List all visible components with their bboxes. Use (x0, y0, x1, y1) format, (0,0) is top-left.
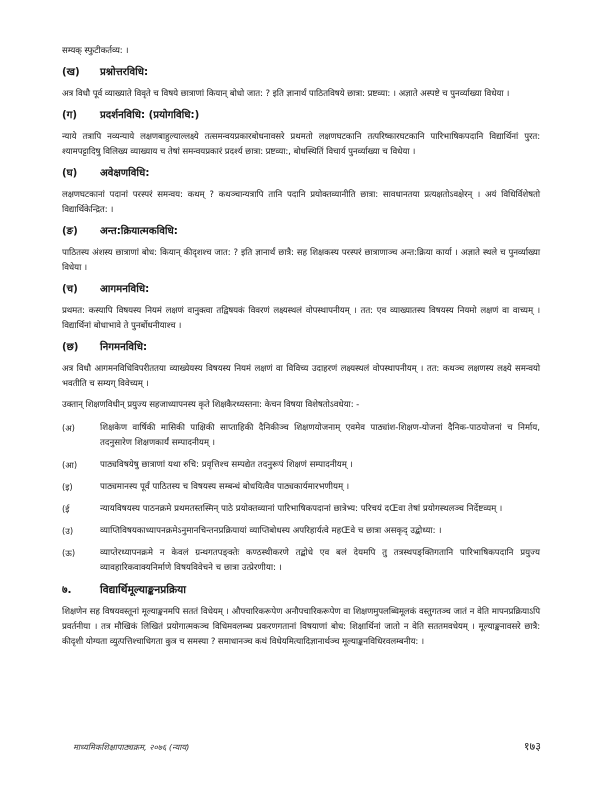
section-heading-avekshana (62, 166, 540, 181)
list-marker: (अ) (62, 423, 75, 433)
section-marker: (च) (62, 284, 78, 295)
list-marker: (आ) (62, 460, 78, 470)
section-heading-mulyankana (62, 583, 540, 598)
list-item (62, 502, 540, 517)
list-item (62, 546, 540, 576)
section-marker: (ग) (62, 110, 78, 121)
list-intro: उक्तान् शिक्षणविधीन् प्रयुज्य सहजाध्यापनस्य कृते शिक्षकैरध्यस्तना: केचन विषया विशेषतोऽवधेया: - (62, 400, 360, 410)
section-body: न्याये तत्रापि नव्यन्याये लक्षणबाहुल्याल्लक्ष्ये तत्समन्वयप्रकारबोधनावसरे प्रथमतो लक्षणघटकानि तत्परिष्कारघटकानि पारिभाषिकपदानि विद्यार्थिनां पुरत: श्यामपट्टादिषु विलिख्य व्याख्याय च तेषां समन्वयप्रकारं प्रदर्श्य छात्रा: प्रष्टव्या:, बोधस्थितिं विचार्य पुनर्व्याख्या च विधेया । (62, 132, 540, 157)
section-body: अत्र विधौ पूर्व व्याख्याते विवृते च विषये छात्राणां कियान् बोधो जात: ? इति ज्ञानार्थं पाठितविषये छात्रा: प्रष्टव्या: । अज्ञाते अस्पष्टे च पुनर्व्याख्या विधेया । (62, 89, 510, 99)
list-text: न्यायविषयस्य पाठनक्रमे प्रथमतस्तस्मिन् पाठे प्रयोक्तव्यानां पारिभाषिकपदानां छात्रेभ्य: परिचयं दŒवा तेषां प्रयोगस्थलञ्च निर्देष्टव्यम् । (100, 504, 503, 514)
page-number: १७३ (523, 740, 541, 753)
list-marker: (ई (62, 504, 70, 514)
list-marker: (ऊ) (62, 548, 76, 558)
section-title: अन्त:क्रियात्मकविधि: (100, 226, 178, 237)
section-marker: (घ) (62, 168, 78, 179)
list-item (62, 421, 540, 451)
list-marker: (उ) (62, 526, 74, 536)
list-item (62, 524, 540, 539)
section-title: निगमनविधि: (100, 342, 148, 353)
list-item (62, 458, 540, 473)
section-number: ७. (62, 584, 72, 596)
section-body: लक्षणघटकानां पदानां परस्परं समन्वय: कथम् ? कथञ्चान्यत्रापि तानि पदानि प्रयोक्तव्यानीति छात्रा: सावधानतया प्रत्यक्षतोऽवक्षेरन् । अयं विधिर्विशेषतो विद्यार्थिकेन्द्रित: । (62, 190, 540, 215)
page-footer (73, 739, 541, 754)
section-heading-prashnottara (62, 65, 540, 80)
footer-title: माध्यमिकशिक्षापाठ्यक्रम, २०७६ (न्याय) (73, 742, 190, 752)
list-text: व्याप्तेरध्यापनक्रमे न केवलं ग्रन्थगतपङ्क्तेः कण्ठस्थीकरणे तद्बोधे एव बलं देयमपि तु तत्रस्थपङ्क्तिगतानि पारिभाषिकपदानि प्रयुज्य व्यावहारिकवाक्यनिर्माणे विषयविवेचने च छात्रा उत्प्रेरणीया: । (100, 548, 540, 573)
list-text: शिक्षकेण वार्षिकी मासिकी पाक्षिकी साप्ताहिकी दैनिकीञ्च शिक्षणयोजनाम् एवमेव पाठ्यांश-शिक्षण-योजनां दैनिक-पाठयोजनां च निर्माय, तदनुसारेण शिक्षणकार्यं सम्पादनीयम् । (100, 423, 540, 448)
section-marker: (छ) (62, 342, 79, 353)
section-marker: (ङ) (62, 226, 78, 237)
section-body: प्रथमत: कस्यापि विषयस्य नियमं लक्षणं वानुक्त्वा तद्विषयकं विवरणं लक्ष्यस्थलं वोपस्थापनीयम् । तत: एव व्याख्यातस्य विषयस्य नियमो लक्षणं वा वाच्यम् । विद्यार्थिनां बोधाभावे ते पुनर्बोधनीयाश्च । (62, 306, 540, 331)
section-marker: (ख) (62, 67, 80, 78)
list-text: पाठ्यविषयेषु छात्राणां यथा रुचि: प्रवृत्तिश्च सम्पद्येत तदनुरूपं शिक्षणं सम्पादनीयम् । (100, 460, 353, 470)
section-body: पाठितस्य अंशस्य छात्राणां बोध: कियान् कीदृशश्च जात: ? इति ज्ञानार्थं छात्रै: सह शिक्षकस्य परस्परं छात्राणाञ्च अन्त:क्रिया कार्या । अज्ञाते स्थले च पुनर्व्याख्या विधेया । (62, 248, 540, 273)
list-item (62, 480, 540, 495)
section-title: प्रदर्शनविधि: (प्रयोगविधि:) (100, 110, 200, 121)
guideline-list (62, 421, 540, 576)
list-text: पाठ्यमानस्य पूर्वं पाठितस्य च विषयस्य सम्बन्धं बोधयित्वैव पाठ्यकार्यमारभणीयम् । (100, 482, 350, 492)
list-marker: (इ) (62, 482, 73, 492)
section-title: विद्यार्थिमूल्याङ्कनप्रक्रिया (100, 584, 187, 596)
document-page (62, 44, 540, 656)
section-heading-agamana (62, 282, 540, 297)
section-body: अत्र विधौ आगमनविधिविपरीततया व्याख्येयस्य विषयस्य नियमं लक्षणं वा विविच्य उदाहरणं लक्ष्यस्थलं वोपस्थापनीयम् । तत: कथञ्च लक्षणस्य लक्ष्ये समन्वयो भवतीति च सम्यग् विवेच्यम् । (62, 364, 540, 389)
intro-line: सम्यक् स्फुटीकर्तव्य: । (62, 46, 129, 56)
section-title: आगमनविधि: (100, 284, 150, 295)
section-body: शिक्षणेन सह विषयवस्तूनां मूल्याङ्कनमपि सततं विधेयम् । औपचारिकरूपेण अनौपचारिकरूपेण वा शिक्षणमुपलब्धिमूलकं वस्तुगतञ्च जातं न वेति मापनप्रक्रियाऽपि प्रवर्तनीया । तत्र मौखिकं लिखितं प्रयोगात्मकञ्च विधिमवलम्ब्य प्रकरणगतानां विषयाणां बोध: शिक्षार्थिनां जातो न वेति सततमवधेयम् । मूल्याङ्कनावसरे छात्रै: कीदृशी योग्यता व्युत्पत्तिश्चाधिगता कुत्र च समस्या ? समाधानञ्च कथं विधेयमित्यादिज्ञानार्थञ्च मूल्याङ्कनविधिरवलम्बनीय: । (62, 607, 540, 647)
section-title: प्रश्नोत्तरविधि: (100, 67, 149, 78)
section-heading-pradarshana (62, 108, 540, 123)
list-text: व्याप्तिविषयकाध्यापनक्रमेऽनुमानचिन्तनप्रक्रियायां व्याप्तिबोधस्य अपरिहार्यत्वे महŒवे च छात्रा असकृद् उद्बोध्या: । (100, 526, 442, 536)
section-title: अवेक्षणविधि: (100, 168, 150, 179)
section-heading-antahkriyatmaka (62, 224, 540, 239)
section-heading-nigamana (62, 340, 540, 355)
